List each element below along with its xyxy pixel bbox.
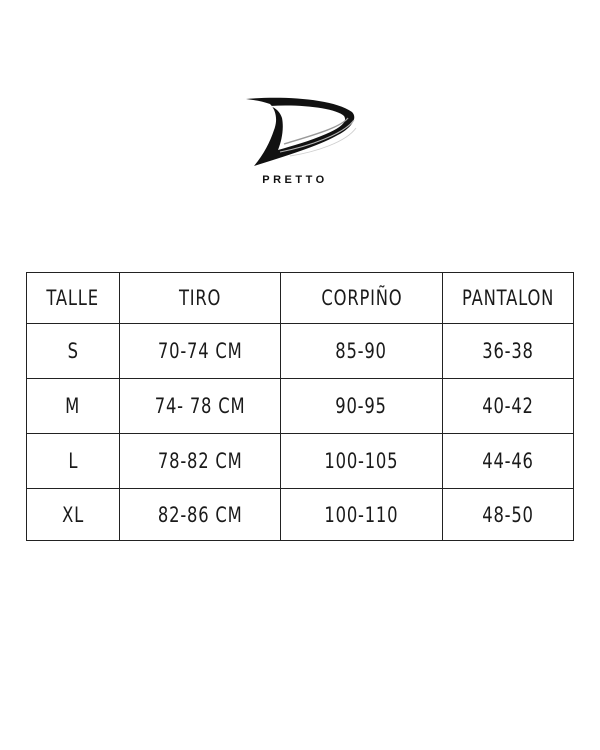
cell-pantalon: 40-42	[443, 379, 574, 434]
cell-pantalon: 44-46	[443, 434, 574, 489]
cell-corpino: 100-105	[281, 434, 443, 489]
table-row	[27, 434, 574, 489]
cell-corpino: 85-90	[281, 324, 443, 379]
cell-talle: L	[27, 434, 120, 489]
brand-name: PRETTO	[262, 174, 328, 186]
header-talle: TALLE	[27, 273, 120, 324]
cell-corpino: 100-110	[281, 489, 443, 541]
cell-corpino: 90-95	[281, 379, 443, 434]
cell-tiro: 78-82 CM	[120, 434, 281, 489]
cell-tiro: 74- 78 CM	[120, 379, 281, 434]
table-row	[27, 379, 574, 434]
brand-logo	[240, 94, 360, 190]
table-row	[27, 489, 574, 541]
cell-talle: XL	[27, 489, 120, 541]
cell-talle: S	[27, 324, 120, 379]
header-pantalon: PANTALON	[443, 273, 574, 324]
cell-pantalon: 36-38	[443, 324, 574, 379]
header-corpino: CORPIÑO	[281, 273, 443, 324]
cell-tiro: 82-86 CM	[120, 489, 281, 541]
pretto-swoosh-logo-icon	[240, 94, 360, 170]
header-tiro: TIRO	[120, 273, 281, 324]
cell-pantalon: 48-50	[443, 489, 574, 541]
size-chart-table	[26, 272, 574, 541]
table-row	[27, 324, 574, 379]
cell-tiro: 70-74 CM	[120, 324, 281, 379]
table-header-row	[27, 273, 574, 324]
cell-talle: M	[27, 379, 120, 434]
